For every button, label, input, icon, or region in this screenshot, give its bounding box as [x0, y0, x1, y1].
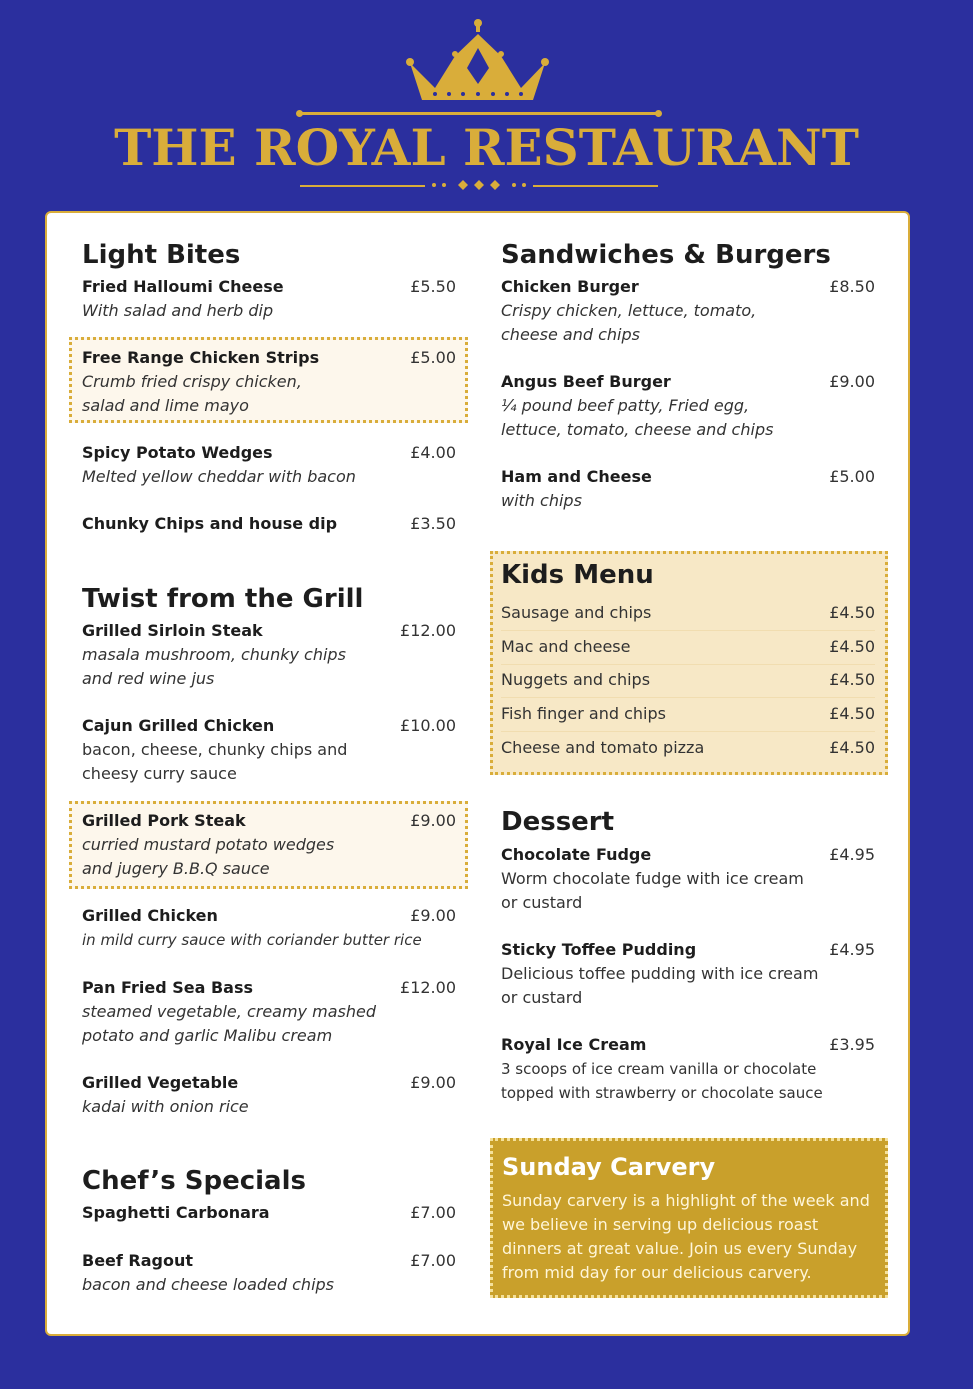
menu-item: Spicy Potato Wedges £4.00 Melted yellow cheddar with bacon: [82, 443, 456, 486]
sunday-carvery-title: Sunday Carvery: [502, 1153, 716, 1181]
menu-item: Free Range Chicken Strips £5.00 Crumb fried crispy chicken, salad and lime mayo: [82, 348, 456, 415]
kids-item: Cheese and tomato pizza £4.50: [501, 738, 875, 757]
menu-item: Pan Fried Sea Bass £12.00 steamed vegetable, creamy mashed potato and garlic Malibu cream: [82, 978, 456, 1045]
menu-item: Grilled Pork Steak £9.00 curried mustard potato wedges and jugery B.B.Q sauce: [82, 811, 456, 878]
header-rule-bottom: [300, 184, 658, 187]
section-title-kids: Kids Menu: [501, 560, 654, 590]
section-title-light-bites: Light Bites: [82, 240, 241, 270]
menu-item: Sticky Toffee Pudding £4.95 Delicious toffee pudding with ice cream or custard: [501, 940, 875, 1007]
menu-item: Ham and Cheese £5.00 with chips: [501, 467, 875, 510]
kids-item: Sausage and chips £4.50: [501, 603, 875, 622]
menu-item: Fried Halloumi Cheese £5.50 With salad and herb dip: [82, 277, 456, 320]
menu-item: Grilled Sirloin Steak £12.00 masala mushroom, chunky chips and red wine jus: [82, 621, 456, 688]
menu-item: Royal Ice Cream £3.95 3 scoops of ice cream vanilla or chocolate topped with strawberry or chocolate sauce: [501, 1035, 875, 1102]
menu-item: Chunky Chips and house dip £3.50: [82, 514, 456, 533]
menu-item: Angus Beef Burger £9.00 ¼ pound beef patty, Fried egg, lettuce, tomato, cheese and chips: [501, 372, 875, 439]
menu-item: Grilled Vegetable £9.00 kadai with onion rice: [82, 1073, 456, 1116]
section-title-sandwiches: Sandwiches & Burgers: [501, 240, 831, 270]
kids-item: Mac and cheese £4.50: [501, 637, 875, 656]
crown-icon: [405, 18, 550, 108]
menu-item: Grilled Chicken £9.00 in mild curry sauce with coriander butter rice: [82, 906, 456, 949]
section-title-specials: Chef’s Specials: [82, 1166, 306, 1196]
section-title-grill: Twist from the Grill: [82, 584, 364, 614]
menu-item: Beef Ragout £7.00 bacon and cheese loaded chips: [82, 1251, 456, 1294]
menu-item: Cajun Grilled Chicken £10.00 bacon, cheese, chunky chips and cheesy curry sauce: [82, 716, 456, 783]
menu-item: Spaghetti Carbonara £7.00: [82, 1203, 456, 1222]
section-title-dessert: Dessert: [501, 807, 615, 837]
kids-item: Nuggets and chips £4.50: [501, 670, 875, 689]
header: [0, 0, 973, 205]
restaurant-name: THE ROYAL RESTAURANT: [114, 118, 859, 177]
header-rule-top: [300, 112, 658, 115]
sunday-carvery-text: Sunday carvery is a highlight of the week and we believe in serving up delicious roast dinners at great value. Join us every Sunday from mid day for our delicious carvery.: [502, 1191, 870, 1282]
menu-item: Chocolate Fudge £4.95 Worm chocolate fudge with ice cream or custard: [501, 845, 875, 912]
sunday-carvery-box: [490, 1138, 888, 1298]
kids-item: Fish finger and chips £4.50: [501, 704, 875, 723]
menu-item: Chicken Burger £8.50 Crispy chicken, lettuce, tomato, cheese and chips: [501, 277, 875, 344]
